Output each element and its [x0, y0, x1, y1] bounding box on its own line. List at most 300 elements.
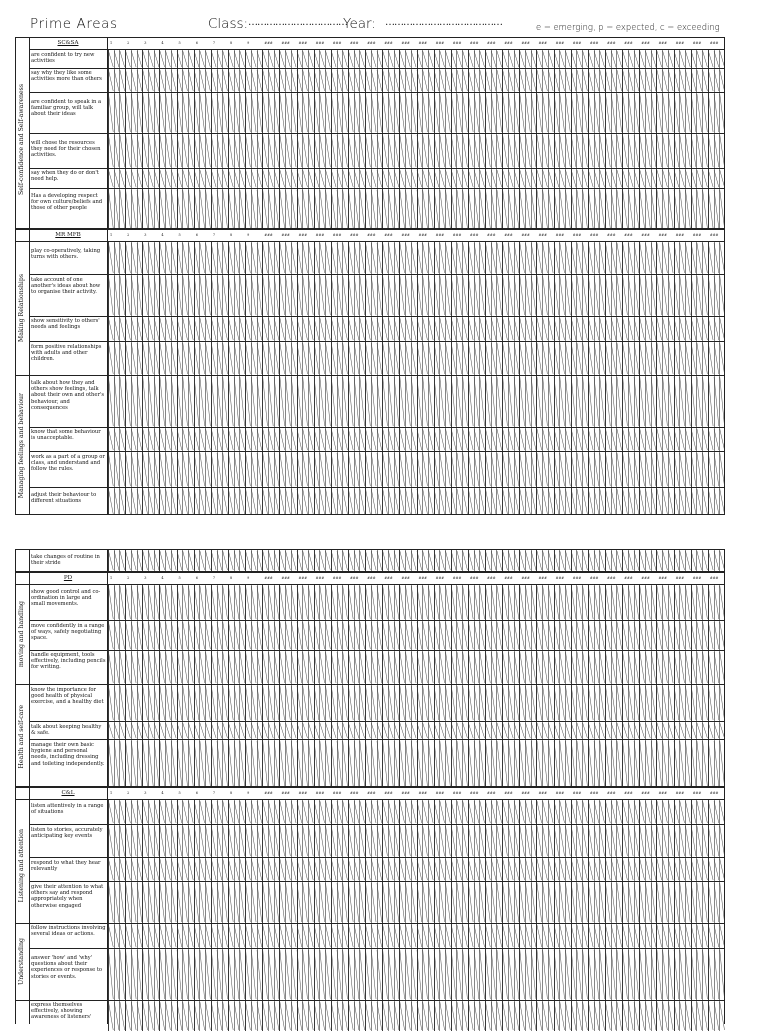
cell-slash[interactable] — [188, 950, 193, 999]
cell-slash[interactable] — [211, 318, 216, 340]
cell-slash[interactable] — [383, 723, 388, 738]
cell-slash[interactable] — [457, 686, 462, 720]
cell-slash[interactable] — [543, 925, 548, 947]
cell-slash[interactable] — [206, 51, 211, 67]
cell-slash[interactable] — [291, 741, 296, 786]
cell-slash[interactable] — [228, 551, 233, 570]
cell-slash[interactable] — [348, 586, 353, 619]
cell-slash[interactable] — [474, 652, 479, 683]
cell-slash[interactable] — [594, 318, 599, 340]
cell-slash[interactable] — [708, 70, 713, 91]
cell-slash[interactable] — [697, 622, 702, 649]
cell-slash[interactable] — [571, 652, 576, 683]
cell-slash[interactable] — [200, 741, 205, 786]
cell-slash[interactable] — [331, 318, 336, 340]
cell-slash[interactable] — [251, 243, 256, 273]
cell-slash[interactable] — [640, 622, 645, 649]
cell-slash[interactable] — [206, 950, 211, 999]
cell-slash[interactable] — [183, 377, 188, 426]
cell-slash[interactable] — [371, 652, 376, 683]
cell-slash[interactable] — [120, 622, 125, 649]
cell-slash[interactable] — [463, 51, 468, 67]
cell-slash[interactable] — [246, 652, 251, 683]
cell-slash[interactable] — [206, 94, 211, 132]
cell-slash[interactable] — [223, 94, 228, 132]
cell-slash[interactable] — [526, 741, 531, 786]
cell-slash[interactable] — [280, 170, 285, 187]
cell-slash[interactable] — [143, 686, 148, 720]
cell-slash[interactable] — [171, 243, 176, 273]
cell-slash[interactable] — [611, 377, 616, 426]
cell-slash[interactable] — [514, 94, 519, 132]
cell-slash[interactable] — [491, 622, 496, 649]
cell-slash[interactable] — [154, 925, 159, 947]
cell-slash[interactable] — [274, 243, 279, 273]
cell-slash[interactable] — [246, 377, 251, 426]
cell-slash[interactable] — [286, 453, 291, 486]
cell-slash[interactable] — [663, 1002, 668, 1030]
cell-slash[interactable] — [457, 135, 462, 167]
cell-slash[interactable] — [240, 51, 245, 67]
cell-slash[interactable] — [143, 318, 148, 340]
cell-slash[interactable] — [280, 801, 285, 823]
cell-slash[interactable] — [200, 1002, 205, 1030]
cell-slash[interactable] — [160, 551, 165, 570]
cell-slash[interactable] — [680, 801, 685, 823]
cell-slash[interactable] — [446, 586, 451, 619]
cell-slash[interactable] — [114, 51, 119, 67]
cell-slash[interactable] — [211, 741, 216, 786]
cell-slash[interactable] — [171, 453, 176, 486]
cell-slash[interactable] — [263, 652, 268, 683]
cell-slash[interactable] — [697, 686, 702, 720]
cell-slash[interactable] — [606, 622, 611, 649]
cell-slash[interactable] — [308, 170, 313, 187]
cell-slash[interactable] — [160, 190, 165, 228]
cell-slash[interactable] — [291, 170, 296, 187]
cell-slash[interactable] — [383, 586, 388, 619]
cell-slash[interactable] — [657, 551, 662, 570]
cell-slash[interactable] — [400, 276, 405, 315]
cell-slash[interactable] — [286, 51, 291, 67]
cell-slash[interactable] — [486, 489, 491, 514]
cell-slash[interactable] — [543, 586, 548, 619]
cell-slash[interactable] — [428, 652, 433, 683]
cell-slash[interactable] — [497, 170, 502, 187]
cell-slash[interactable] — [440, 377, 445, 426]
cell-slash[interactable] — [486, 883, 491, 922]
cell-slash[interactable] — [200, 950, 205, 999]
cell-slash[interactable] — [680, 94, 685, 132]
cell-slash[interactable] — [720, 1002, 725, 1030]
cell-slash[interactable] — [286, 190, 291, 228]
cell-slash[interactable] — [628, 343, 633, 374]
cell-slash[interactable] — [508, 243, 513, 273]
cell-slash[interactable] — [286, 883, 291, 922]
cell-slash[interactable] — [308, 70, 313, 91]
cell-slash[interactable] — [566, 276, 571, 315]
cell-slash[interactable] — [200, 276, 205, 315]
cell-slash[interactable] — [703, 950, 708, 999]
cell-slash[interactable] — [703, 622, 708, 649]
cell-slash[interactable] — [503, 453, 508, 486]
cell-slash[interactable] — [114, 170, 119, 187]
cell-slash[interactable] — [183, 741, 188, 786]
cell-slash[interactable] — [228, 686, 233, 720]
cell-slash[interactable] — [571, 925, 576, 947]
cell-slash[interactable] — [234, 51, 239, 67]
cell-slash[interactable] — [543, 686, 548, 720]
cell-slash[interactable] — [320, 826, 325, 856]
cell-slash[interactable] — [703, 801, 708, 823]
cell-slash[interactable] — [206, 741, 211, 786]
cell-slash[interactable] — [640, 859, 645, 880]
tracking-row[interactable] — [108, 488, 724, 515]
cell-slash[interactable] — [251, 622, 256, 649]
cell-slash[interactable] — [457, 723, 462, 738]
cell-slash[interactable] — [486, 453, 491, 486]
cell-slash[interactable] — [423, 170, 428, 187]
cell-slash[interactable] — [560, 586, 565, 619]
cell-slash[interactable] — [114, 801, 119, 823]
cell-slash[interactable] — [537, 622, 542, 649]
cell-slash[interactable] — [320, 859, 325, 880]
cell-slash[interactable] — [303, 453, 308, 486]
cell-slash[interactable] — [406, 1002, 411, 1030]
cell-slash[interactable] — [526, 586, 531, 619]
cell-slash[interactable] — [240, 170, 245, 187]
cell-slash[interactable] — [480, 70, 485, 91]
cell-slash[interactable] — [423, 343, 428, 374]
cell-slash[interactable] — [120, 51, 125, 67]
cell-slash[interactable] — [406, 170, 411, 187]
cell-slash[interactable] — [188, 70, 193, 91]
cell-slash[interactable] — [543, 741, 548, 786]
cell-slash[interactable] — [440, 826, 445, 856]
cell-slash[interactable] — [577, 377, 582, 426]
cell-slash[interactable] — [366, 94, 371, 132]
cell-slash[interactable] — [697, 1002, 702, 1030]
cell-slash[interactable] — [263, 551, 268, 570]
cell-slash[interactable] — [188, 489, 193, 514]
cell-slash[interactable] — [537, 859, 542, 880]
cell-slash[interactable] — [571, 859, 576, 880]
cell-slash[interactable] — [423, 1002, 428, 1030]
cell-slash[interactable] — [343, 429, 348, 450]
cell-slash[interactable] — [211, 190, 216, 228]
tracking-row[interactable] — [108, 740, 724, 787]
cell-slash[interactable] — [583, 318, 588, 340]
cell-slash[interactable] — [446, 70, 451, 91]
cell-slash[interactable] — [166, 551, 171, 570]
cell-slash[interactable] — [634, 586, 639, 619]
cell-slash[interactable] — [388, 551, 393, 570]
cell-slash[interactable] — [566, 686, 571, 720]
cell-slash[interactable] — [246, 741, 251, 786]
cell-slash[interactable] — [446, 741, 451, 786]
cell-slash[interactable] — [606, 859, 611, 880]
cell-slash[interactable] — [623, 190, 628, 228]
cell-slash[interactable] — [491, 170, 496, 187]
cell-slash[interactable] — [486, 1002, 491, 1030]
cell-slash[interactable] — [486, 586, 491, 619]
cell-slash[interactable] — [560, 723, 565, 738]
cell-slash[interactable] — [548, 551, 553, 570]
cell-slash[interactable] — [234, 94, 239, 132]
cell-slash[interactable] — [457, 859, 462, 880]
cell-slash[interactable] — [143, 826, 148, 856]
cell-slash[interactable] — [514, 135, 519, 167]
cell-slash[interactable] — [388, 686, 393, 720]
cell-slash[interactable] — [566, 489, 571, 514]
cell-slash[interactable] — [594, 170, 599, 187]
cell-slash[interactable] — [200, 883, 205, 922]
cell-slash[interactable] — [663, 826, 668, 856]
cell-slash[interactable] — [183, 51, 188, 67]
cell-slash[interactable] — [600, 586, 605, 619]
cell-slash[interactable] — [114, 723, 119, 738]
cell-slash[interactable] — [320, 70, 325, 91]
cell-slash[interactable] — [611, 801, 616, 823]
cell-slash[interactable] — [703, 925, 708, 947]
cell-slash[interactable] — [188, 826, 193, 856]
cell-slash[interactable] — [240, 276, 245, 315]
cell-slash[interactable] — [394, 276, 399, 315]
cell-slash[interactable] — [606, 801, 611, 823]
cell-slash[interactable] — [606, 489, 611, 514]
cell-slash[interactable] — [657, 453, 662, 486]
cell-slash[interactable] — [714, 489, 719, 514]
cell-slash[interactable] — [234, 801, 239, 823]
cell-slash[interactable] — [126, 276, 131, 315]
cell-slash[interactable] — [160, 883, 165, 922]
cell-slash[interactable] — [543, 343, 548, 374]
cell-slash[interactable] — [228, 586, 233, 619]
cell-slash[interactable] — [268, 489, 273, 514]
cell-slash[interactable] — [274, 652, 279, 683]
cell-slash[interactable] — [594, 343, 599, 374]
cell-slash[interactable] — [154, 243, 159, 273]
cell-slash[interactable] — [143, 859, 148, 880]
cell-slash[interactable] — [651, 622, 656, 649]
cell-slash[interactable] — [411, 723, 416, 738]
cell-slash[interactable] — [148, 135, 153, 167]
cell-slash[interactable] — [400, 801, 405, 823]
cell-slash[interactable] — [143, 883, 148, 922]
cell-slash[interactable] — [480, 343, 485, 374]
cell-slash[interactable] — [308, 741, 313, 786]
cell-slash[interactable] — [394, 135, 399, 167]
cell-slash[interactable] — [131, 686, 136, 720]
cell-slash[interactable] — [668, 622, 673, 649]
cell-slash[interactable] — [714, 652, 719, 683]
cell-slash[interactable] — [611, 243, 616, 273]
cell-slash[interactable] — [228, 170, 233, 187]
cell-slash[interactable] — [223, 950, 228, 999]
cell-slash[interactable] — [468, 70, 473, 91]
cell-slash[interactable] — [520, 343, 525, 374]
cell-slash[interactable] — [651, 343, 656, 374]
cell-slash[interactable] — [400, 51, 405, 67]
cell-slash[interactable] — [331, 586, 336, 619]
cell-slash[interactable] — [126, 723, 131, 738]
cell-slash[interactable] — [531, 429, 536, 450]
cell-slash[interactable] — [211, 170, 216, 187]
cell-slash[interactable] — [109, 135, 114, 167]
cell-slash[interactable] — [508, 190, 513, 228]
cell-slash[interactable] — [348, 276, 353, 315]
cell-slash[interactable] — [628, 243, 633, 273]
cell-slash[interactable] — [274, 950, 279, 999]
cell-slash[interactable] — [457, 925, 462, 947]
cell-slash[interactable] — [331, 652, 336, 683]
cell-slash[interactable] — [440, 883, 445, 922]
cell-slash[interactable] — [406, 429, 411, 450]
cell-slash[interactable] — [326, 883, 331, 922]
cell-slash[interactable] — [663, 741, 668, 786]
cell-slash[interactable] — [143, 1002, 148, 1030]
cell-slash[interactable] — [657, 190, 662, 228]
cell-slash[interactable] — [126, 190, 131, 228]
cell-slash[interactable] — [331, 243, 336, 273]
cell-slash[interactable] — [183, 243, 188, 273]
cell-slash[interactable] — [234, 925, 239, 947]
cell-slash[interactable] — [286, 318, 291, 340]
cell-slash[interactable] — [583, 622, 588, 649]
cell-slash[interactable] — [457, 276, 462, 315]
cell-slash[interactable] — [240, 190, 245, 228]
cell-slash[interactable] — [234, 826, 239, 856]
cell-slash[interactable] — [143, 70, 148, 91]
cell-slash[interactable] — [240, 94, 245, 132]
cell-slash[interactable] — [303, 883, 308, 922]
cell-slash[interactable] — [268, 801, 273, 823]
cell-slash[interactable] — [480, 826, 485, 856]
cell-slash[interactable] — [451, 276, 456, 315]
cell-slash[interactable] — [406, 243, 411, 273]
cell-slash[interactable] — [274, 723, 279, 738]
cell-slash[interactable] — [451, 377, 456, 426]
cell-slash[interactable] — [497, 741, 502, 786]
cell-slash[interactable] — [600, 551, 605, 570]
cell-slash[interactable] — [308, 243, 313, 273]
cell-slash[interactable] — [446, 276, 451, 315]
cell-slash[interactable] — [291, 859, 296, 880]
cell-slash[interactable] — [166, 925, 171, 947]
cell-slash[interactable] — [451, 859, 456, 880]
cell-slash[interactable] — [360, 925, 365, 947]
cell-slash[interactable] — [308, 51, 313, 67]
cell-slash[interactable] — [109, 859, 114, 880]
cell-slash[interactable] — [686, 686, 691, 720]
cell-slash[interactable] — [188, 276, 193, 315]
cell-slash[interactable] — [394, 94, 399, 132]
cell-slash[interactable] — [583, 489, 588, 514]
cell-slash[interactable] — [526, 489, 531, 514]
cell-slash[interactable] — [188, 453, 193, 486]
cell-slash[interactable] — [611, 94, 616, 132]
cell-slash[interactable] — [526, 622, 531, 649]
cell-slash[interactable] — [451, 741, 456, 786]
cell-slash[interactable] — [343, 377, 348, 426]
cell-slash[interactable] — [663, 51, 668, 67]
cell-slash[interactable] — [548, 826, 553, 856]
cell-slash[interactable] — [594, 70, 599, 91]
cell-slash[interactable] — [188, 135, 193, 167]
cell-slash[interactable] — [468, 686, 473, 720]
cell-slash[interactable] — [594, 51, 599, 67]
cell-slash[interactable] — [263, 489, 268, 514]
cell-slash[interactable] — [223, 826, 228, 856]
cell-slash[interactable] — [211, 586, 216, 619]
cell-slash[interactable] — [326, 276, 331, 315]
cell-slash[interactable] — [503, 883, 508, 922]
cell-slash[interactable] — [680, 652, 685, 683]
cell-slash[interactable] — [166, 489, 171, 514]
cell-slash[interactable] — [388, 51, 393, 67]
cell-slash[interactable] — [617, 586, 622, 619]
cell-slash[interactable] — [211, 686, 216, 720]
cell-slash[interactable] — [394, 70, 399, 91]
cell-slash[interactable] — [400, 723, 405, 738]
cell-slash[interactable] — [714, 318, 719, 340]
cell-slash[interactable] — [406, 622, 411, 649]
cell-slash[interactable] — [371, 723, 376, 738]
cell-slash[interactable] — [331, 135, 336, 167]
cell-slash[interactable] — [120, 801, 125, 823]
cell-slash[interactable] — [308, 826, 313, 856]
cell-slash[interactable] — [668, 686, 673, 720]
cell-slash[interactable] — [160, 859, 165, 880]
cell-slash[interactable] — [634, 489, 639, 514]
cell-slash[interactable] — [114, 1002, 119, 1030]
cell-slash[interactable] — [634, 70, 639, 91]
cell-slash[interactable] — [388, 925, 393, 947]
cell-slash[interactable] — [268, 343, 273, 374]
cell-slash[interactable] — [548, 190, 553, 228]
cell-slash[interactable] — [560, 551, 565, 570]
cell-slash[interactable] — [200, 429, 205, 450]
cell-slash[interactable] — [148, 551, 153, 570]
cell-slash[interactable] — [646, 551, 651, 570]
cell-slash[interactable] — [354, 950, 359, 999]
cell-slash[interactable] — [423, 429, 428, 450]
tracking-cells[interactable] — [108, 93, 725, 133]
cell-slash[interactable] — [371, 429, 376, 450]
cell-slash[interactable] — [508, 723, 513, 738]
cell-slash[interactable] — [703, 652, 708, 683]
cell-slash[interactable] — [566, 51, 571, 67]
cell-slash[interactable] — [423, 453, 428, 486]
cell-slash[interactable] — [537, 343, 542, 374]
cell-slash[interactable] — [571, 801, 576, 823]
cell-slash[interactable] — [571, 489, 576, 514]
cell-slash[interactable] — [114, 489, 119, 514]
cell-slash[interactable] — [451, 723, 456, 738]
cell-slash[interactable] — [708, 489, 713, 514]
cell-slash[interactable] — [680, 586, 685, 619]
cell-slash[interactable] — [617, 94, 622, 132]
cell-slash[interactable] — [200, 859, 205, 880]
cell-slash[interactable] — [263, 950, 268, 999]
cell-slash[interactable] — [463, 170, 468, 187]
cell-slash[interactable] — [320, 652, 325, 683]
cell-slash[interactable] — [583, 343, 588, 374]
cell-slash[interactable] — [331, 94, 336, 132]
cell-slash[interactable] — [268, 826, 273, 856]
cell-slash[interactable] — [348, 801, 353, 823]
cell-slash[interactable] — [120, 586, 125, 619]
